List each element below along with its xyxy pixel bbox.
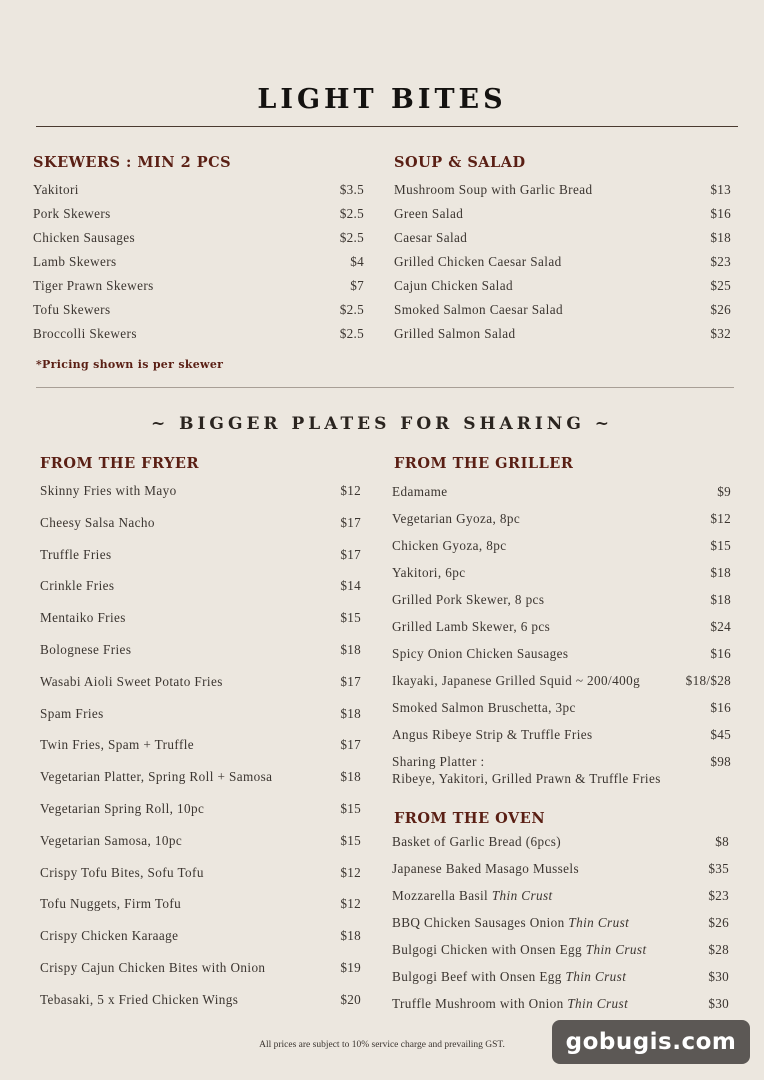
menu-item-price: $12	[340, 896, 361, 912]
menu-item-name: Tofu Skewers	[33, 302, 111, 317]
menu-item-price: $15	[340, 801, 361, 816]
menu-item-price: $17	[340, 737, 361, 753]
sharing-platter-description: Ribeye, Yakitori, Grilled Prawn & Truffle Fries	[392, 771, 661, 786]
menu-item-price: $30	[708, 969, 729, 984]
menu-item-name: Grilled Lamb Skewer, 6 pcs	[392, 619, 551, 634]
menu-item-price: $13	[710, 182, 731, 197]
menu-item-name: Vegetarian Gyoza, 8pc	[392, 511, 521, 526]
menu-item-price: $17	[340, 546, 361, 562]
menu-item-name: Lamb Skewers	[33, 254, 117, 269]
menu-item-name: Mozzarella Basil Thin Crust	[392, 888, 553, 903]
menu-item-name: Grilled Pork Skewer, 8 pcs	[392, 592, 545, 607]
menu-item-name: Yakitori	[33, 182, 79, 197]
footer-note: All prices are subject to 10% service charge and prevailing GST.	[259, 1040, 505, 1050]
griller-heading: FROM THE GRILLER	[394, 455, 574, 472]
menu-item-price: $18/$28	[685, 673, 731, 688]
menu-item-price: $12	[710, 511, 731, 526]
menu-item-name: Bolognese Fries	[40, 642, 132, 657]
menu-item-price: $25	[710, 278, 731, 293]
menu-item-price: $12	[340, 864, 361, 880]
menu-item-name: Tebasaki, 5 x Fried Chicken Wings	[40, 991, 239, 1007]
menu-item-name: Vegetarian Platter, Spring Roll + Samosa	[40, 769, 273, 785]
menu-item-price: $35	[708, 861, 729, 876]
menu-item-price: $24	[710, 619, 731, 634]
soup-salad-heading: SOUP & SALAD	[394, 154, 526, 171]
menu-item-price: $16	[710, 206, 731, 221]
menu-item-price: $26	[710, 302, 731, 317]
menu-item-price: $18	[710, 230, 731, 245]
menu-item-price: $14	[340, 578, 361, 594]
menu-item-price: $12	[340, 483, 361, 498]
menu-item-name: Grilled Chicken Caesar Salad	[394, 254, 562, 269]
menu-item-price: $2.5	[339, 206, 364, 221]
menu-item-price: $9	[717, 484, 731, 499]
menu-item-price: $23	[708, 888, 729, 903]
menu-item-name: Cajun Chicken Salad	[394, 278, 513, 293]
menu-item-name: Japanese Baked Masago Mussels	[392, 861, 580, 876]
menu-item-price: $4	[350, 254, 364, 269]
menu-item-price: $30	[708, 996, 729, 1011]
skewers-heading: SKEWERS : MIN 2 PCS	[33, 154, 232, 171]
menu-item-name: Mentaiko Fries	[40, 610, 126, 626]
menu-item-name: Twin Fries, Spam + Truffle	[40, 737, 195, 753]
menu-item-name: Bulgogi Chicken with Onsen Egg Thin Crust	[392, 942, 647, 957]
menu-item-price: $18	[710, 592, 731, 607]
menu-item-price: $16	[710, 646, 731, 661]
menu-item-name: Smoked Salmon Caesar Salad	[394, 302, 563, 317]
fryer-heading: FROM THE FRYER	[40, 455, 200, 472]
menu-item-style: Thin Crust	[491, 888, 553, 903]
menu-item-name: Crispy Cajun Chicken Bites with Onion	[40, 960, 266, 975]
menu-item-name: Edamame	[392, 484, 448, 499]
menu-item-name: Smoked Salmon Bruschetta, 3pc	[392, 700, 576, 715]
menu-item-price: $3.5	[339, 182, 364, 197]
menu-item-style: Thin Crust	[568, 915, 630, 930]
menu-item-price: $98	[710, 754, 731, 769]
menu-item-price: $2.5	[339, 326, 364, 341]
menu-item-name: Vegetarian Samosa, 10pc	[40, 832, 183, 848]
menu-item-price: $8	[715, 834, 729, 849]
menu-item-price: $26	[708, 915, 729, 930]
menu-item-price: $18	[340, 769, 361, 785]
menu-item-price: $15	[710, 538, 731, 553]
menu-item-price: $16	[710, 700, 731, 715]
menu-item-price: $17	[340, 514, 361, 530]
menu-item-price: $17	[340, 673, 361, 689]
menu-item-name: Spicy Onion Chicken Sausages	[392, 646, 569, 661]
menu-item-name: Caesar Salad	[394, 230, 468, 245]
oven-heading: FROM THE OVEN	[394, 810, 546, 827]
watermark-badge: gobugis.com	[552, 1020, 750, 1064]
menu-item-name: Ikayaki, Japanese Grilled Squid ~ 200/400g	[392, 673, 641, 688]
menu-item-style: Thin Crust	[585, 942, 647, 957]
menu-item-price: $18	[340, 705, 361, 721]
menu-item-name: Cheesy Salsa Nacho	[40, 514, 155, 530]
menu-item-name: Truffle Mushroom with Onion Thin Crust	[392, 996, 629, 1011]
title-divider	[36, 126, 738, 127]
menu-item-name: Crispy Chicken Karaage	[40, 928, 179, 944]
menu-item-name: Crinkle Fries	[40, 578, 115, 594]
section-divider	[36, 387, 734, 388]
menu-item-name: Grilled Salmon Salad	[394, 326, 516, 341]
menu-item-price: $19	[340, 960, 361, 975]
menu-item-name: Wasabi Aioli Sweet Potato Fries	[40, 673, 223, 689]
menu-item-name: Mushroom Soup with Garlic Bread	[394, 182, 593, 197]
menu-item-price: $28	[708, 942, 729, 957]
menu-item-name: Basket of Garlic Bread (6pcs)	[392, 834, 562, 849]
menu-item-name: Pork Skewers	[33, 206, 111, 221]
menu-item-price: $2.5	[339, 302, 364, 317]
menu-item-price: $7	[350, 278, 364, 293]
menu-item-name: Vegetarian Spring Roll, 10pc	[40, 801, 205, 816]
menu-item-name: Crispy Tofu Bites, Sofu Tofu	[40, 864, 204, 880]
menu-item-name: Tofu Nuggets, Firm Tofu	[40, 896, 182, 912]
menu-item-name: Chicken Sausages	[33, 230, 135, 245]
menu-item-name: Skinny Fries with Mayo	[40, 483, 177, 498]
menu-item-price: $18	[340, 642, 361, 657]
menu-item-name: Truffle Fries	[40, 546, 112, 562]
menu-item-name: Angus Ribeye Strip & Truffle Fries	[392, 727, 593, 742]
menu-item-price: $15	[340, 832, 361, 848]
menu-item-style: Thin Crust	[567, 996, 629, 1011]
menu-item-price: $15	[340, 610, 361, 626]
page-title: LIGHT BITES	[257, 84, 507, 115]
menu-item-name: Yakitori, 6pc	[392, 565, 466, 580]
menu-item-name: BBQ Chicken Sausages Onion Thin Crust	[392, 915, 630, 930]
menu-item-price: $18	[340, 928, 361, 944]
menu-item-name: Green Salad	[394, 206, 464, 221]
menu-item-price: $2.5	[339, 230, 364, 245]
menu-item-name: Spam Fries	[40, 705, 104, 721]
menu-item-style: Thin Crust	[565, 969, 627, 984]
menu-item-name: Bulgogi Beef with Onsen Egg Thin Crust	[392, 969, 627, 984]
menu-item-name: Tiger Prawn Skewers	[33, 278, 154, 293]
menu-item-price: $20	[340, 991, 361, 1007]
menu-item-name: Broccolli Skewers	[33, 326, 137, 341]
menu-item-price: $45	[710, 727, 731, 742]
sharing-banner: ~ BIGGER PLATES FOR SHARING ~	[150, 414, 614, 434]
menu-item-name: Chicken Gyoza, 8pc	[392, 538, 507, 553]
menu-item-name: Sharing Platter :	[392, 754, 485, 769]
menu-item-price: $32	[710, 326, 731, 341]
skewers-note: *Pricing shown is per skewer	[36, 358, 224, 371]
menu-item-price: $23	[710, 254, 731, 269]
menu-item-price: $18	[710, 565, 731, 580]
